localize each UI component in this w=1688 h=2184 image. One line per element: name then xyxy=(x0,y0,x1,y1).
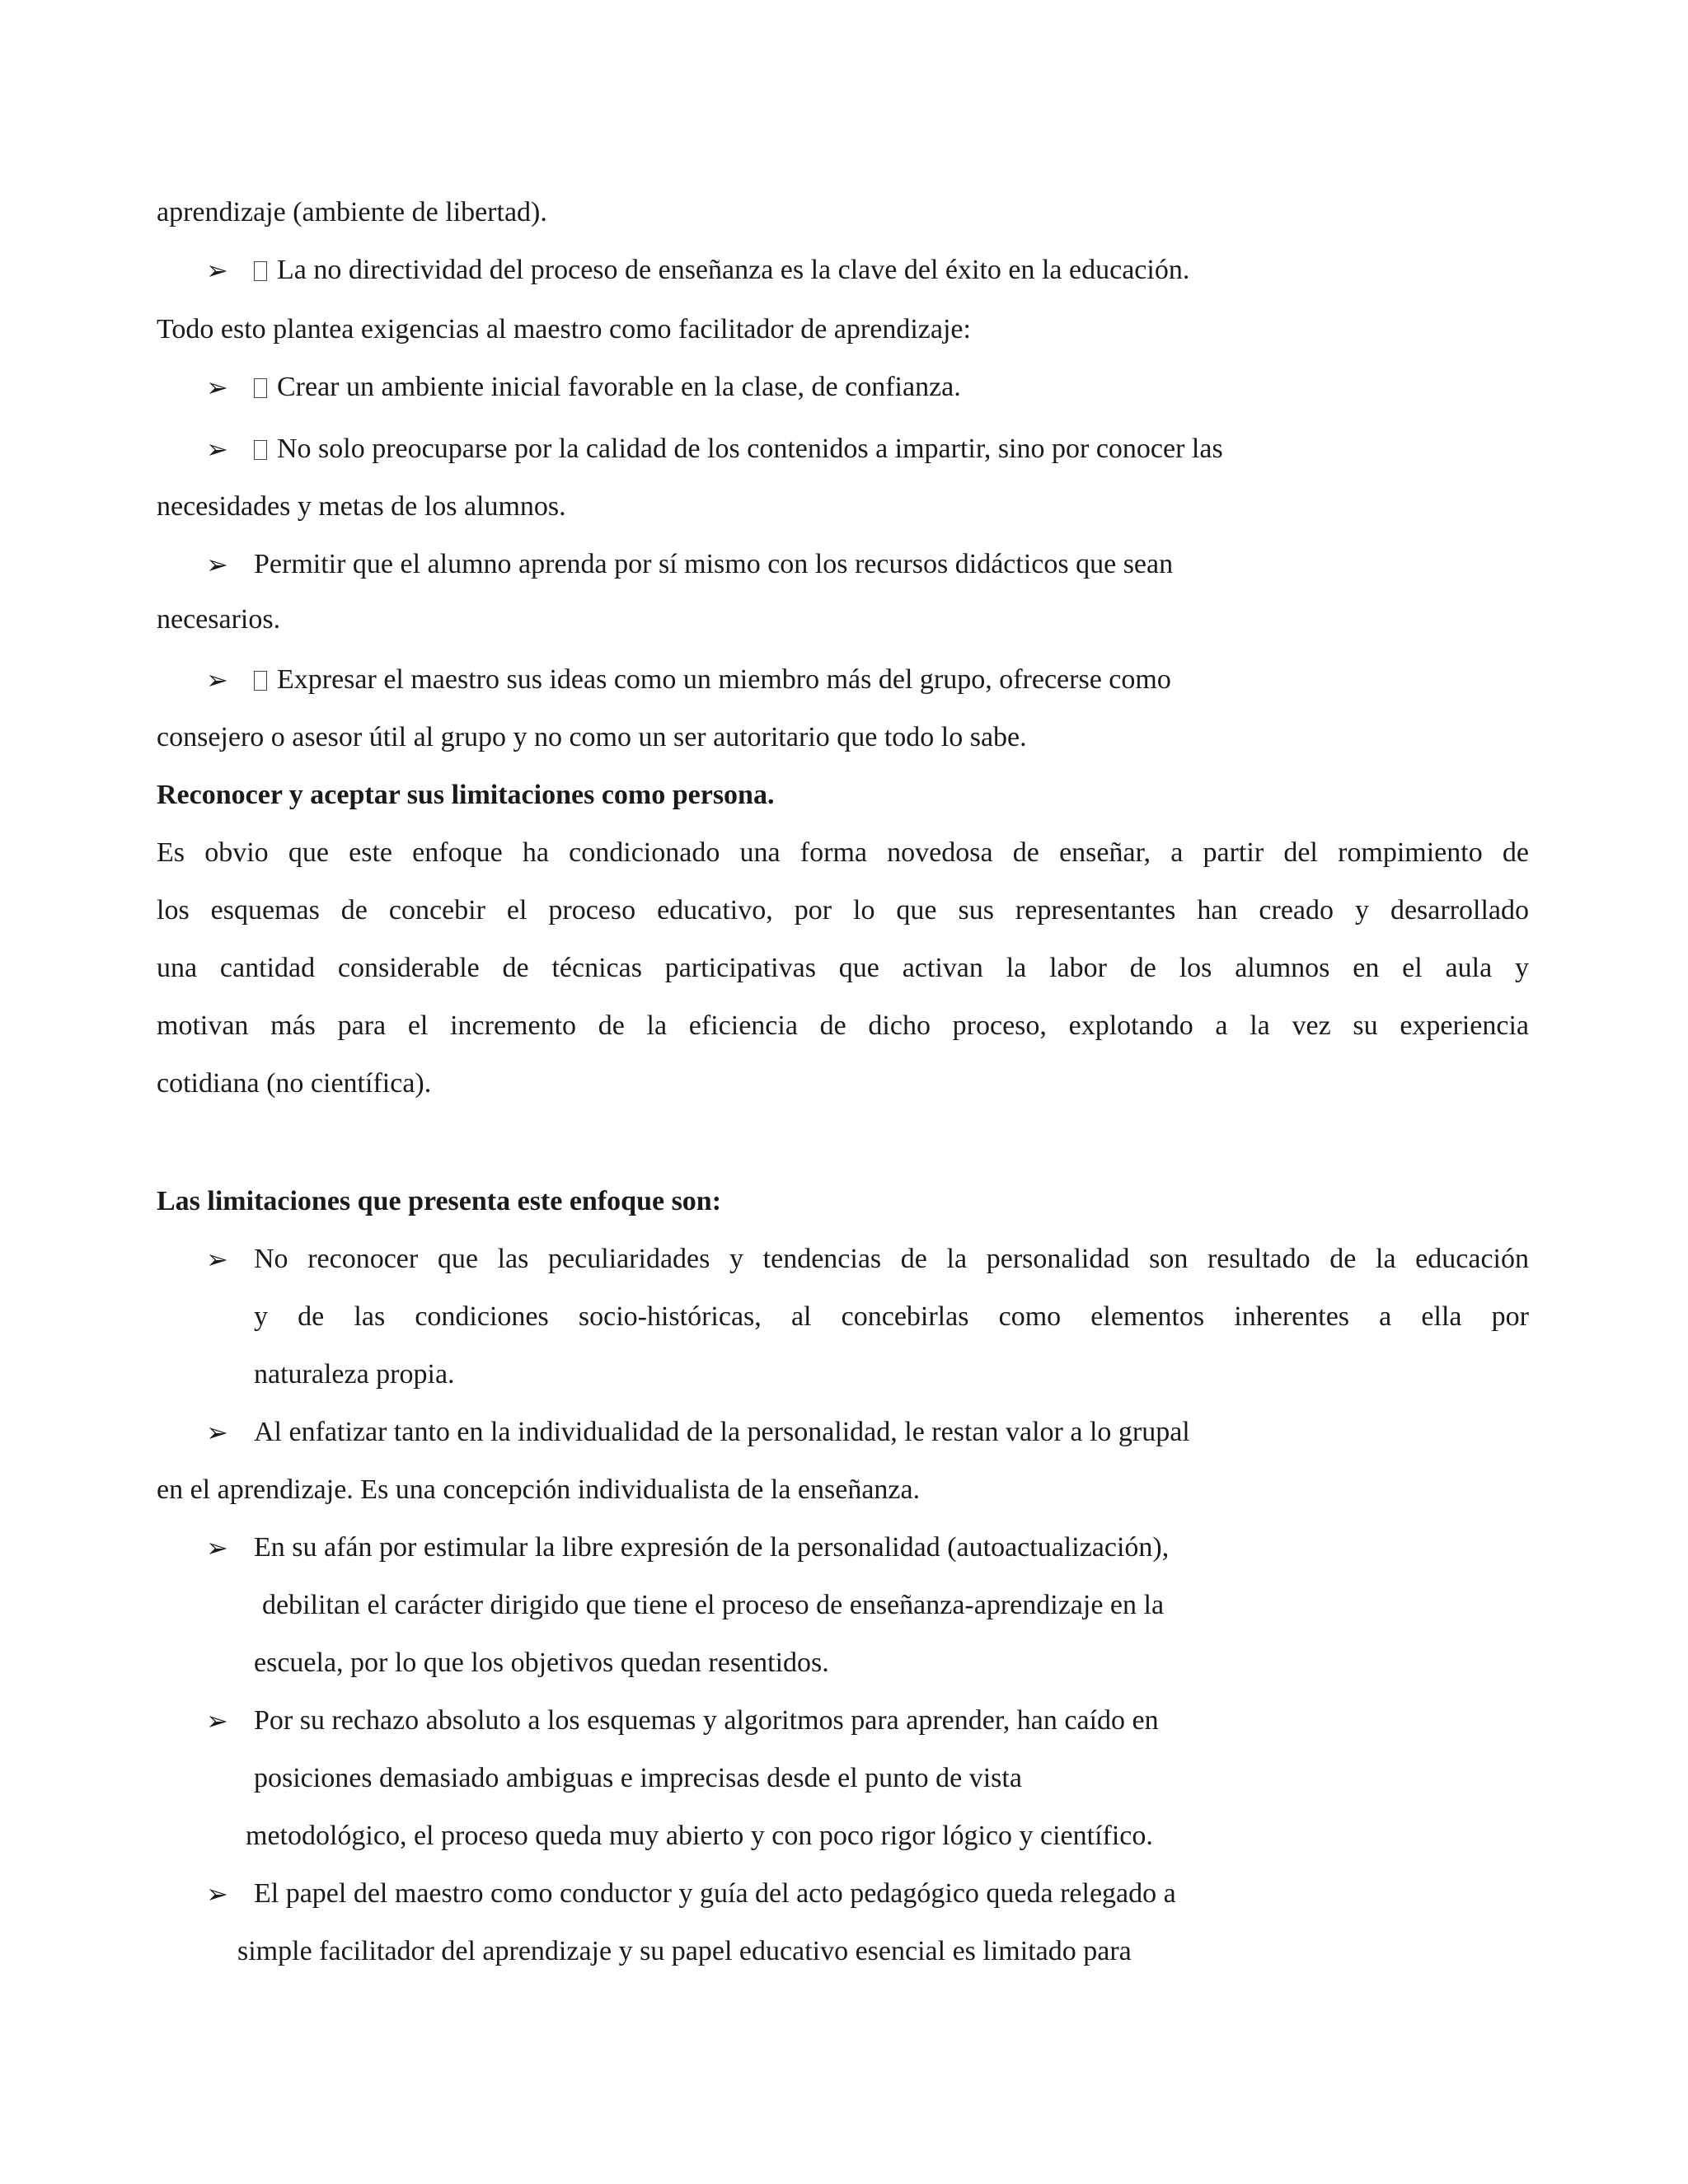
arrow-bullet-icon: ➢ xyxy=(206,1879,228,1909)
bullet-item: En su afán por estimular la libre expresión de la personalidad (autoactualización), xyxy=(254,1532,1170,1563)
bullet-item-continuation: simple facilitador del aprendizaje y su papel educativo esencial es limitado para xyxy=(237,1936,1132,1966)
bullet-item-continuation: metodológico, el proceso queda muy abierto y con poco rigor lógico y científico. xyxy=(246,1821,1153,1851)
bullet-item: La no directividad del proceso de enseñanza es la clave del éxito en la educación. xyxy=(254,254,1189,287)
bullet-item: No solo preocuparse por la calidad de los contenidos a impartir, sino por conocer las xyxy=(254,433,1223,466)
bullet-item: Crear un ambiente inicial favorable en la clase, de confianza. xyxy=(254,371,961,404)
arrow-bullet-icon: ➢ xyxy=(206,1706,228,1736)
bullet-item-continuation: naturaleza propia. xyxy=(254,1359,455,1390)
bullet-item-continuation: escuela, por lo que los objetivos quedan resentidos. xyxy=(254,1647,829,1678)
paragraph-line: una cantidad considerable de técnicas participativas que activan la labor de los alumnos en el aula y xyxy=(157,953,1529,983)
paragraph-line: cotidiana (no científica). xyxy=(157,1068,432,1099)
arrow-bullet-icon: ➢ xyxy=(206,550,228,579)
bullet-item: Expresar el maestro sus ideas como un miembro más del grupo, ofrecerse como xyxy=(254,663,1171,696)
bullet-item: Por su rechazo absoluto a los esquemas y algoritmos para aprender, han caído en xyxy=(254,1705,1159,1736)
bullet-item-continuation: debilitan el carácter dirigido que tiene el proceso de enseñanza-aprendizaje en la xyxy=(262,1590,1165,1620)
missing-glyph-icon xyxy=(254,261,267,281)
arrow-bullet-icon: ➢ xyxy=(206,1244,228,1274)
bullet-item: Permitir que el alumno aprenda por sí mismo con los recursos didácticos que sean xyxy=(254,549,1174,579)
text-line: necesidades y metas de los alumnos. xyxy=(157,491,566,522)
missing-glyph-icon xyxy=(254,440,267,460)
bullet-item: Al enfatizar tanto en la individualidad de la personalidad, le restan valor a lo grupal xyxy=(254,1417,1190,1447)
paragraph-line: Es obvio que este enfoque ha condicionado una forma novedosa de enseñar, a partir del rompimiento de xyxy=(157,837,1529,868)
arrow-bullet-icon: ➢ xyxy=(206,434,228,464)
text-line: consejero o asesor útil al grupo y no como un ser autoritario que todo lo sabe. xyxy=(157,722,1027,752)
bullet-item-continuation: posiciones demasiado ambiguas e imprecisas desde el punto de vista xyxy=(254,1763,1022,1793)
arrow-bullet-icon: ➢ xyxy=(206,255,228,285)
section-heading: Las limitaciones que presenta este enfoque son: xyxy=(157,1186,722,1216)
paragraph-line: los esquemas de concebir el proceso educativo, por lo que sus representantes han creado y desarrollado xyxy=(157,895,1529,926)
arrow-bullet-icon: ➢ xyxy=(206,1418,228,1447)
arrow-bullet-icon: ➢ xyxy=(206,373,228,402)
arrow-bullet-icon: ➢ xyxy=(206,1533,228,1563)
missing-glyph-icon xyxy=(254,671,267,691)
section-heading: Reconocer y aceptar sus limitaciones como persona. xyxy=(157,780,775,810)
missing-glyph-icon xyxy=(254,378,267,398)
bullet-item-continuation: y de las condiciones socio-históricas, al concebirlas como elementos inherentes a ella por xyxy=(254,1301,1529,1332)
text-line: aprendizaje (ambiente de libertad). xyxy=(157,197,547,227)
arrow-bullet-icon: ➢ xyxy=(206,665,228,695)
bullet-item: No reconocer que las peculiaridades y tendencias de la personalidad son resultado de la educación xyxy=(254,1244,1529,1274)
text-line: en el aprendizaje. Es una concepción individualista de la enseñanza. xyxy=(157,1474,921,1505)
bullet-item: El papel del maestro como conductor y guía del acto pedagógico queda relegado a xyxy=(254,1878,1176,1909)
text-line: necesarios. xyxy=(157,604,281,635)
text-line: Todo esto plantea exigencias al maestro como facilitador de aprendizaje: xyxy=(157,314,971,344)
paragraph-line: motivan más para el incremento de la eficiencia de dicho proceso, explotando a la vez su experiencia xyxy=(157,1010,1529,1041)
